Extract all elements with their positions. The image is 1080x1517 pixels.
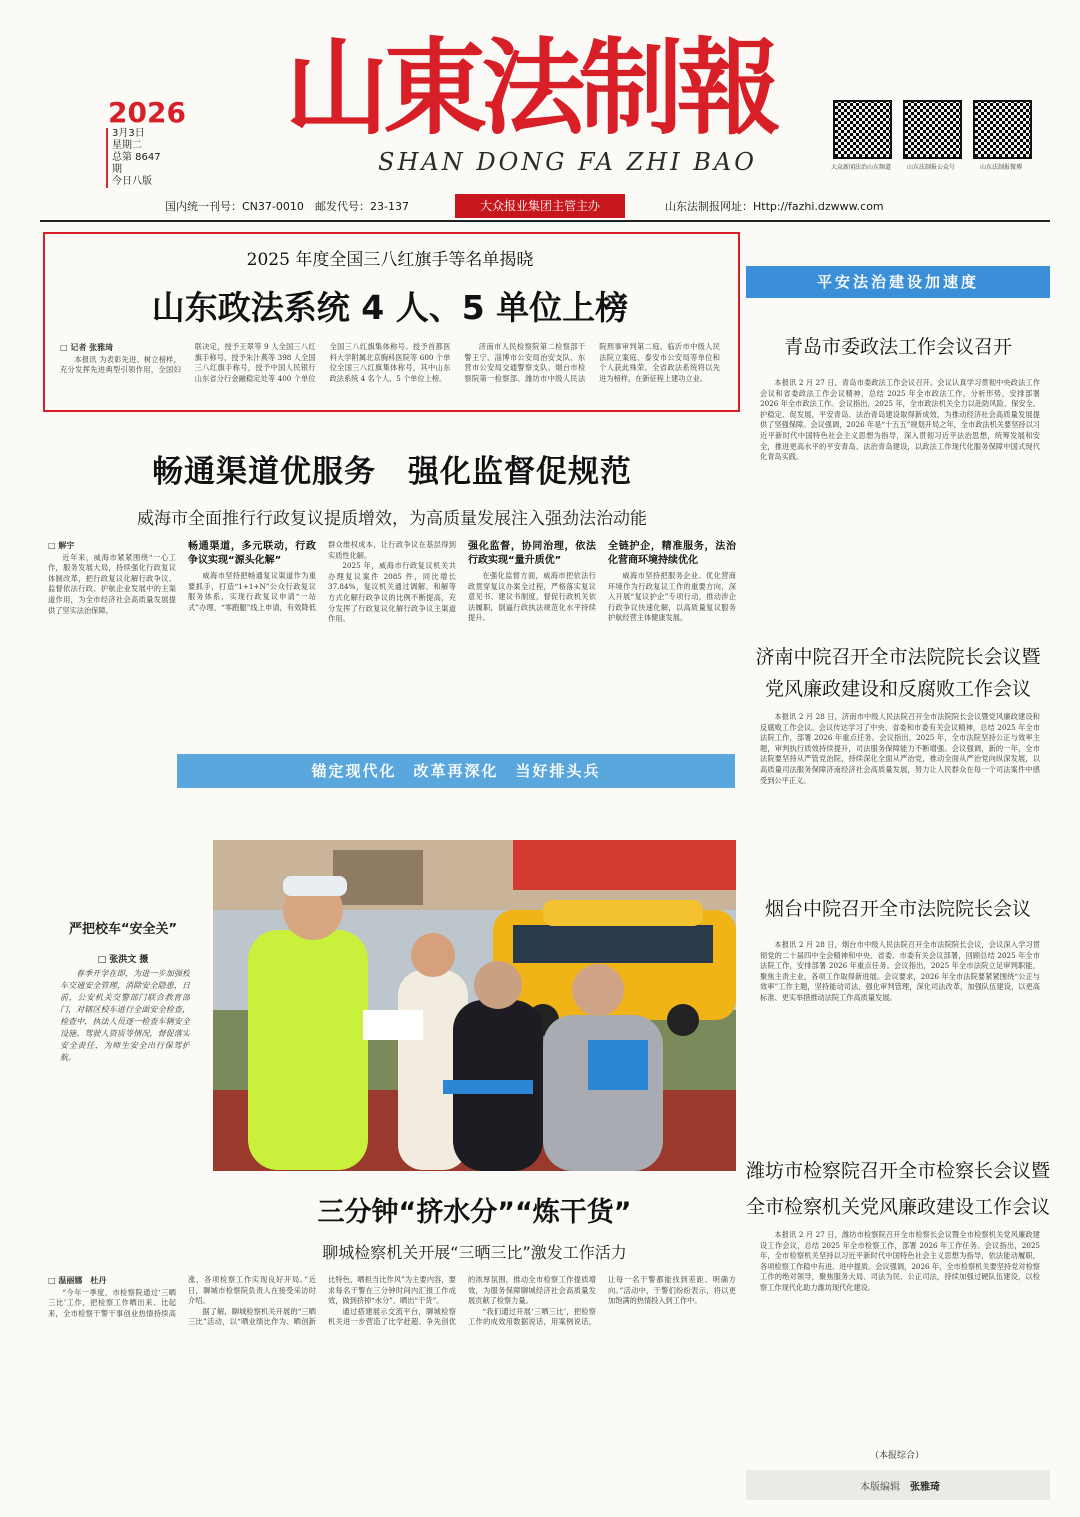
- side-byline: □ 张洪文 摄: [97, 955, 149, 965]
- weihai-text-3: 2025 年，威海市行政复议机关共办理复议案件 2085 件，同比增长 37.84%，复议机关通过调解、和解等方式化解行政争议的比例不断提高，充分发挥了行政复议化解行政争议主渠道作用。: [328, 561, 456, 624]
- website-link[interactable]: 山东法制报网址：Http://fazhi.dzwww.com: [665, 200, 884, 213]
- liaocheng-byline: □ 温丽娜 杜丹: [48, 1275, 107, 1285]
- cn-number: 国内统一刊号：CN37-0010: [165, 200, 304, 213]
- rc-story-2-text: 本报讯 2 月 28 日，济南市中级人民法院召开全市法院院长会议暨党风廉政建设和反腐败工作会议。会议传达学习了中央、省委和市委有关会议精神，总结 2025 年全市法院工作，部署 2026 年重点任务。会议指出，2025 年，全市法院坚持公正与效率主题，审判执行质效持续提升，司法服务保障能力不断增强。会议强调，新的一年，全市法院要坚持从严管党治院，持续深化全面从严治党，推动全面从严治党向纵深发展，以高质量司法服务保障济南经济社会高质量发展，努力让人民群众在每一个司法案件中感受到公平正义。: [760, 712, 1040, 785]
- liaocheng-body: [48, 1275, 736, 1485]
- rc-story-2-body: [760, 712, 1040, 882]
- qr-label-2: 山东法制报公众号: [906, 164, 955, 171]
- lead-headline[interactable]: 山东政法系统 4 人、5 单位上榜: [151, 288, 629, 327]
- rc-story-4-title-1[interactable]: 潍坊市检察院召开全市检察长会议暨: [746, 1160, 1051, 1182]
- qr-group-3[interactable]: [973, 100, 1032, 159]
- qr-code-icon: [903, 100, 962, 159]
- qr-code-icon: [833, 100, 892, 159]
- qr-group-2[interactable]: [903, 100, 962, 159]
- rc-story-2-title-1[interactable]: 济南中院召开全市法院院长会议暨: [755, 646, 1041, 668]
- weihai-subhead-1: 畅通渠道，多元联动，行政争议实现“源头化解”: [188, 541, 316, 566]
- weihai-text-5: 威海市坚持把服务企业、优化营商环境作为行政复议工作的重要方向，深入开展“复议护企”专项行动，推动涉企行政争议快速化解，以高质量复议服务护航经营主体健康发展。: [608, 571, 736, 623]
- rc-story-3-title[interactable]: 烟台中院召开全市法院院长会议: [764, 898, 1031, 920]
- date-year: 2026: [108, 96, 186, 129]
- rc-footnote: （本报综合）: [870, 1451, 925, 1461]
- side-headline[interactable]: 严把校车“安全关”: [68, 922, 178, 937]
- editor-label: 本版编辑: [860, 1482, 900, 1493]
- liaocheng-headline[interactable]: 三分钟“挤水分”“炼干货”: [317, 1197, 632, 1228]
- liaocheng-text-4: “我们通过开展‘三晒三比’，把检察工作的成效用数据说话，用案例说话，让每一名干警都能找到差距、明确方向。”活动中，干警们纷纷表示，将以更加饱满的热情投入到工作中。: [468, 1275, 736, 1327]
- school-bus-photo: [213, 840, 736, 1171]
- lead-para-1: 本报讯 为表彰先进、树立榜样，充分发挥先进典型引领作用，全国妇联决定，授予王翠等 9 人全国三八红旗手称号，授予朱汁燕等 398 人全国三八红旗手称号，授予中国人民银行山东省分行金融稳定处等 400 个单位全国三八红旗集体称号。授予首都医科大学附属北京胸科医院等 600 个单位全国三八红旗集体称号，其中山东政法系统 4 名个人、5 个单位上榜。: [60, 342, 451, 383]
- photo-illustration: [213, 840, 736, 1171]
- info-bar: [165, 198, 1035, 216]
- rc-story-3-text: 本报讯 2 月 28 日，烟台市中级人民法院召开全市法院院长会议，会议深入学习贯彻党的二十届四中全会精神和中央、省委、市委有关会议部署，回顾总结 2025 年全市法院工作，安排部署 2026 年重点任务。会议指出，2025 年全市法院立足审判职能，聚焦主责主业，各项工作取得新进展。会议要求，2026 年全市法院要紧紧围绕“公正与效率”工作主题，坚持能动司法，强化审判管理，深化司法改革，加强队伍建设，以更高标准、更实举措推动法院工作高质量发展。: [760, 940, 1040, 1002]
- masthead-rule: [40, 220, 1050, 222]
- sponsor-badge: 大众报业集团主管主办: [455, 194, 625, 218]
- liaocheng-text-3: 通过搭建展示交流平台，聊城检察机关进一步营造了比学赶超、争先创优的浓厚氛围，推动全市检察工作提质增效，为服务保障聊城经济社会高质量发展贡献了检察力量。: [328, 1275, 596, 1327]
- qr-label-1: 大众新闻法治山东频道: [830, 164, 891, 171]
- masthead-title: 山東法制報: [285, 26, 776, 149]
- date-pages: 今日八版: [112, 176, 152, 187]
- masthead-pinyin: SHAN DONG FA ZHI BAO: [378, 148, 757, 176]
- section-banner: 锚定现代化 改革再深化 当好排头兵: [177, 754, 735, 788]
- rc-story-1-title[interactable]: 青岛市委政法工作会议召开: [783, 336, 1012, 358]
- date-issue: 总第 8647 期: [112, 152, 161, 175]
- qr-code-icon: [973, 100, 1032, 159]
- qr-label-3: 山东法制报微博: [979, 164, 1022, 171]
- weihai-subhead-3: 全链护企，精准服务，法治化营商环境持续优化: [608, 541, 736, 566]
- date-day: 3月3日: [112, 128, 145, 139]
- side-body: [60, 968, 190, 1113]
- weihai-text-2: 威海市坚持把畅通复议渠道作为重要抓手，打造“1+1+N”公众行政复议服务体系，实现行政复议申请“一站式”办理、“零跑腿”线上申请，有效降低群众维权成本，让行政争议在基层得到实质性化解。: [188, 540, 456, 612]
- weihai-subhead-2: 强化监督，协同治理，依法行政实现“量升质优”: [468, 541, 596, 566]
- rc-story-1-text: 本报讯 2 月 27 日，青岛市委政法工作会议召开。会议认真学习贯彻中央政法工作会议和省委政法工作会议精神，总结 2025 年全市政法工作，分析形势，安排部署 2026 年全市政法工作。会议指出，2025 年，全市政法机关全力以赴防风险、保安全、护稳定、促发展，平安青岛、法治青岛建设取得新成效，为推动经济社会高质量发展提供了坚强保障。会议强调，2026 年是“十五五”规划开局之年，全市政法机关要坚持以习近平新时代中国特色社会主义思想为指导，深入贯彻习近平法治思想，统筹发展和安全，推进更高水平的平安青岛、法治青岛建设，以政法工作现代化服务保障中国式现代化青岛实践。: [760, 378, 1040, 462]
- rc-story-4-body: [760, 1230, 1040, 1440]
- rc-story-4-text: 本报讯 2 月 27 日，潍坊市检察院召开全市检察长会议暨全市检察机关党风廉政建设工作会议，总结 2025 年全市检察工作，部署 2026 年工作任务。会议指出，2025 年，全市检察机关坚持以习近平新时代中国特色社会主义思想为指导，依法能动履职，各项检察工作稳中有进、进中提质。会议强调，2026 年，全市检察机关要坚持党对检察工作的绝对领导，聚焦服务大局、司法为民、公正司法，持续加强过硬队伍建设，以检察工作现代化助力潍坊现代化建设。: [760, 1230, 1040, 1292]
- weihai-byline: □ 解宇: [48, 540, 75, 550]
- weihai-headline[interactable]: 畅通渠道优服务 强化监督促规范: [152, 454, 632, 490]
- date-box: [106, 128, 170, 188]
- weihai-text-4: 在强化监督方面，威海市把依法行政贯穿复议办案全过程，严格落实复议意见书、建议书制度，督促行政机关依法履职，倒逼行政执法规范化水平持续提升。: [468, 571, 596, 623]
- rc-story-2-title-2[interactable]: 党风廉政建设和反腐败工作会议: [764, 678, 1031, 700]
- lead-body: [60, 342, 720, 402]
- editor-name: 张雅琦: [910, 1482, 940, 1493]
- qr-group-1[interactable]: [833, 100, 892, 159]
- liaocheng-text-1: “今年一季度，市检察院通过‘三晒三比’工作，把检察工作晒出来、比起来，全市检察干警干事创业热情持续高涨，各项检察工作实现良好开局。”近日，聊城市检察院负责人在接受采访时介绍。: [48, 1275, 316, 1318]
- rc-story-3-body: [760, 940, 1040, 1115]
- post-code: 邮发代号：23-137: [315, 200, 409, 213]
- weihai-body: [48, 540, 736, 750]
- date-weekday: 星期二: [112, 140, 142, 151]
- side-text: 春季开学在即，为进一步加强校车交通安全管理，消除安全隐患，日前，公安机关交警部门联合教育部门，对辖区校车进行全面安全检查，检查中，执法人员逐一检查车辆安全设施、驾驶人资质等情况，督促落实安全责任，为师生安全出行保驾护航。: [60, 969, 190, 1062]
- rc-story-4-title-2[interactable]: 全市检察机关党风廉政建设工作会议: [746, 1196, 1051, 1218]
- liaocheng-text-2: 据了解，聊城检察机关开展的“三晒三比”活动，以“晒业绩比作为、晒创新比特色、晒担当比作风”为主要内容，要求每名干警在三分钟时间内汇报工作成效，做到挤掉“水分”、晒出“干货”。: [188, 1275, 456, 1327]
- lead-byline: □ 记者 张雅琦: [60, 342, 114, 352]
- lead-para-2: 济南市人民检察院第二检察部干警王宁、淄博市公安局治安支队、东营市公安局交通警察支队、烟台市检察院第一检察部、潍坊市中级人民法院刑事审判第二庭、临沂市中级人民法院立案庭、泰安市公安局等单位和个人获此殊荣。全省政法系统将以先进为榜样，在新征程上建功立业。: [464, 342, 720, 383]
- right-column-banner: 平安法治建设加速度: [746, 266, 1050, 298]
- liaocheng-subheadline: 聊城检察机关开展“三晒三比”激发工作活力: [322, 1243, 627, 1262]
- weihai-subheadline: 威海市全面推行行政复议提质增效，为高质量发展注入强劲法治动能: [137, 509, 647, 529]
- lead-kicker: 2025 年度全国三八红旗手等名单揭晓: [246, 250, 534, 270]
- weihai-text-1: 近年来，威海市紧紧围绕“一心工作，服务发展大局，持续强化行政复议体制改革，把行政复议化解行政争议、监督依法行政、护航企业发展中的主渠道作用，为全市经济社会高质量发展提供了坚实法治保障。: [48, 552, 176, 615]
